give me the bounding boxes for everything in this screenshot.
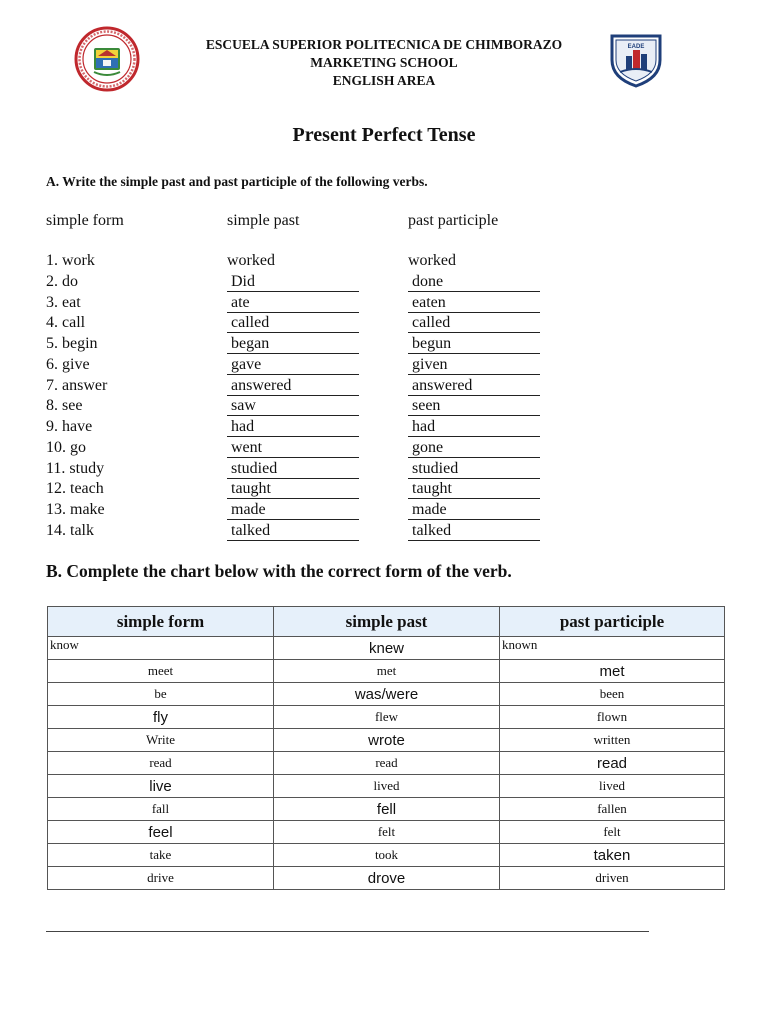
- verb-base-form: 1. work: [46, 252, 95, 269]
- chart-row: [48, 660, 725, 683]
- verb-base-form: 10. go: [46, 438, 86, 456]
- eade-shield-logo: [608, 30, 664, 88]
- verb-simple-past: worked: [227, 252, 275, 269]
- chart-cell-past-participle: flown: [500, 706, 725, 729]
- chart-row: [48, 844, 725, 867]
- chart-row: [48, 729, 725, 752]
- chart-header-simple-form: simple form: [48, 607, 274, 637]
- chart-cell-past-participle: written: [500, 729, 725, 752]
- verb-simple-past: Did: [227, 273, 359, 292]
- verb-simple-past: called: [227, 314, 359, 333]
- chart-cell-past-participle: fallen: [500, 798, 725, 821]
- chart-cell-simple-past: fell: [274, 798, 500, 821]
- verb-chart: [47, 606, 725, 890]
- chart-row: [48, 752, 725, 775]
- verb-past-participle: gone: [408, 439, 540, 458]
- chart-cell-simple-form: be: [48, 683, 274, 706]
- col-head-simple-form: simple form: [46, 212, 124, 229]
- chart-cell-simple-form: fall: [48, 798, 274, 821]
- chart-cell-simple-form: know: [48, 637, 274, 660]
- verb-past-participle: begun: [408, 335, 540, 354]
- chart-cell-past-participle: lived: [500, 775, 725, 798]
- chart-row: [48, 637, 725, 660]
- chart-cell-simple-form: Write: [48, 729, 274, 752]
- chart-cell-simple-past: wrote: [274, 729, 500, 752]
- verb-base-form: 6. give: [46, 355, 90, 373]
- verb-past-participle: studied: [408, 460, 540, 479]
- chart-cell-past-participle: known: [500, 637, 725, 660]
- eade-logo-text: EADE: [627, 44, 645, 50]
- bottom-rule: [46, 931, 649, 932]
- chart-cell-past-participle: felt: [500, 821, 725, 844]
- verb-past-participle: done: [408, 273, 540, 292]
- chart-cell-past-participle: met: [500, 660, 725, 683]
- chart-row: [48, 821, 725, 844]
- chart-cell-past-participle: read: [500, 752, 725, 775]
- chart-cell-simple-past: drove: [274, 867, 500, 890]
- chart-row: [48, 775, 725, 798]
- verb-past-participle: seen: [408, 397, 540, 416]
- chart-row: [48, 706, 725, 729]
- verb-past-participle: given: [408, 356, 540, 375]
- verb-base-form: 11. study: [46, 459, 105, 477]
- chart-cell-simple-form: feel: [48, 821, 274, 844]
- verb-simple-past: had: [227, 418, 359, 437]
- chart-cell-past-participle: taken: [500, 844, 725, 867]
- chart-header-past-participle: past participle: [500, 607, 725, 637]
- chart-cell-simple-past: met: [274, 660, 500, 683]
- section-a-instruction: A. Write the simple past and past participle of the following verbs.: [46, 174, 428, 189]
- chart-cell-simple-form: live: [48, 775, 274, 798]
- verb-simple-past: gave: [227, 356, 359, 375]
- chart-cell-simple-past: lived: [274, 775, 500, 798]
- chart-row: [48, 683, 725, 706]
- verb-base-form: 2. do: [46, 272, 78, 290]
- verb-past-participle: eaten: [408, 294, 540, 313]
- verb-simple-past: saw: [227, 397, 359, 416]
- verb-past-participle: answered: [408, 377, 540, 396]
- verb-simple-past: began: [227, 335, 359, 354]
- verb-past-participle: taught: [408, 480, 540, 499]
- verb-base-form: 9. have: [46, 418, 93, 435]
- chart-header-row: [48, 607, 725, 637]
- verb-base-form: 7. answer: [46, 376, 108, 394]
- verb-past-participle: worked: [408, 252, 456, 269]
- verb-base-form: 14. talk: [46, 521, 94, 539]
- chart-cell-simple-form: meet: [48, 660, 274, 683]
- chart-cell-past-participle: driven: [500, 867, 725, 890]
- chart-header-simple-past: simple past: [274, 607, 500, 637]
- verb-simple-past: taught: [227, 480, 359, 499]
- chart-cell-simple-past: felt: [274, 821, 500, 844]
- verb-past-participle: called: [408, 314, 540, 333]
- area-name: ENGLISH AREA: [332, 73, 436, 88]
- verb-base-form: 4. call: [46, 314, 86, 332]
- page-title: Present Perfect Tense: [292, 124, 476, 146]
- school-name: ESCUELA SUPERIOR POLITECNICA DE CHIMBORAZO: [205, 37, 563, 52]
- verb-simple-past: talked: [227, 522, 359, 541]
- department-name: MARKETING SCHOOL: [310, 55, 458, 70]
- verb-simple-past: ate: [227, 294, 359, 313]
- chart-cell-simple-past: flew: [274, 706, 500, 729]
- verb-base-form: 8. see: [46, 397, 83, 415]
- section-b-instruction: B. Complete the chart below with the correct form of the verb.: [46, 561, 512, 581]
- verb-base-form: 12. teach: [46, 480, 104, 498]
- verb-base-form: 3. eat: [46, 293, 81, 311]
- chart-cell-simple-form: drive: [48, 867, 274, 890]
- verb-simple-past: studied: [227, 460, 359, 479]
- chart-row: [48, 798, 725, 821]
- chart-cell-simple-past: read: [274, 752, 500, 775]
- verb-past-participle: made: [408, 501, 540, 520]
- verb-base-form: 5. begin: [46, 335, 98, 352]
- chart-row: [48, 867, 725, 890]
- verb-simple-past: went: [227, 439, 359, 458]
- chart-cell-simple-past: knew: [274, 637, 500, 660]
- chart-cell-simple-past: took: [274, 844, 500, 867]
- chart-cell-simple-past: was/were: [274, 683, 500, 706]
- chart-cell-simple-form: fly: [48, 706, 274, 729]
- col-head-past-participle: past participle: [408, 212, 499, 229]
- chart-cell-simple-form: read: [48, 752, 274, 775]
- col-head-simple-past: simple past: [227, 212, 300, 229]
- verb-simple-past: made: [227, 501, 359, 520]
- verb-past-participle: had: [408, 418, 540, 437]
- verb-base-form: 13. make: [46, 501, 105, 518]
- chart-cell-past-participle: been: [500, 683, 725, 706]
- chart-cell-simple-form: take: [48, 844, 274, 867]
- verb-past-participle: talked: [408, 522, 540, 541]
- verb-simple-past: answered: [227, 377, 359, 396]
